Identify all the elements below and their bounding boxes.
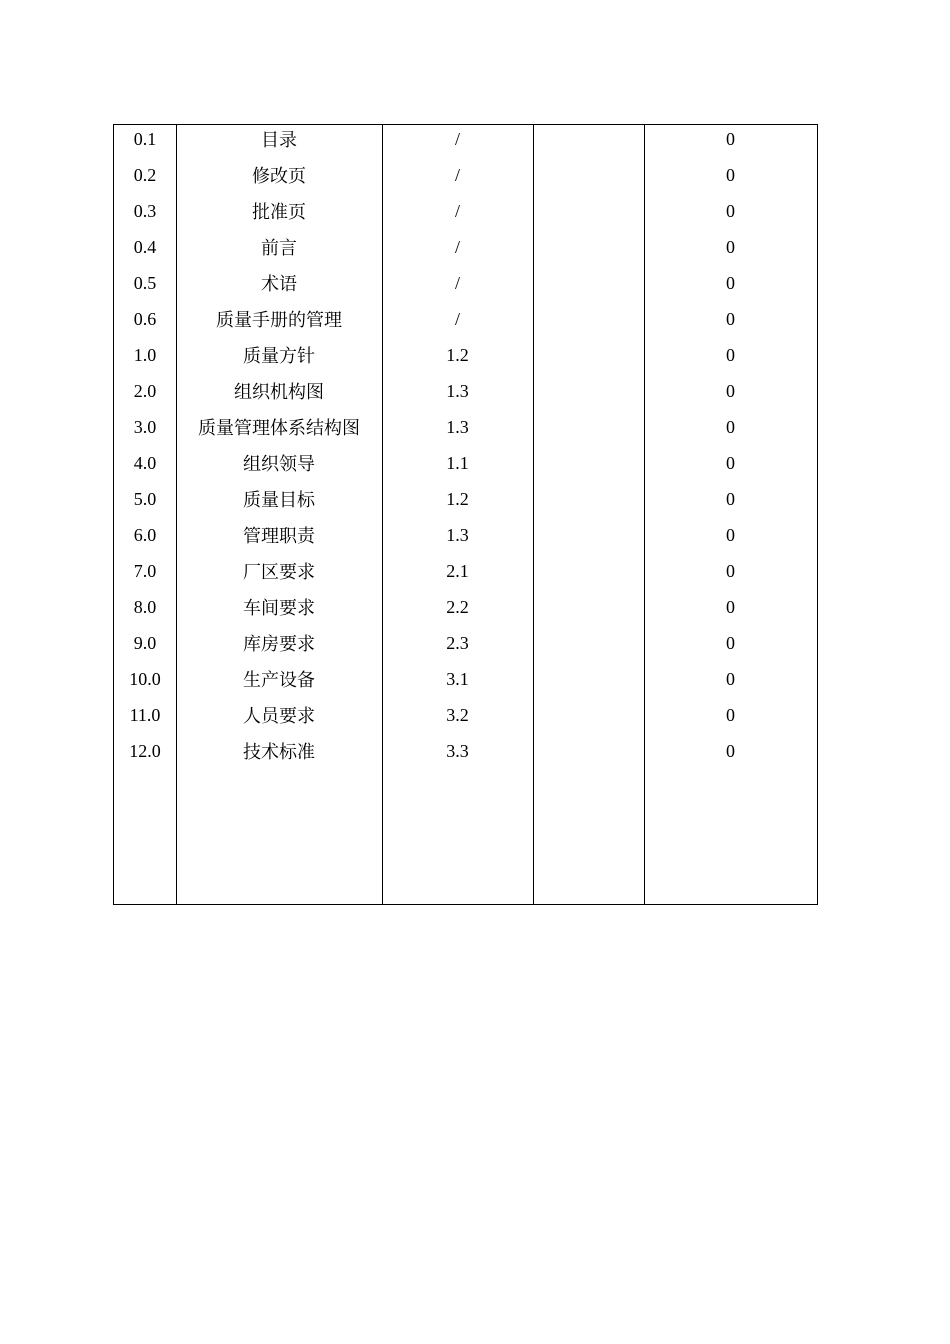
table-row xyxy=(114,697,817,733)
clause-reference: / xyxy=(454,164,460,185)
section-title: 质量方针 xyxy=(243,346,315,366)
section-number: 10.0 xyxy=(129,668,161,689)
revision-number: 0 xyxy=(726,704,735,725)
section-title: 目录 xyxy=(261,130,297,150)
section-title: 组织机构图 xyxy=(234,382,324,402)
section-title: 生产设备 xyxy=(243,670,315,690)
section-number: 12.0 xyxy=(129,740,161,761)
revision-number: 0 xyxy=(726,380,735,401)
section-number: 11.0 xyxy=(129,704,161,725)
revision-number: 0 xyxy=(726,236,735,257)
section-title: 库房要求 xyxy=(243,634,315,654)
table-row xyxy=(114,625,817,661)
document-index-table xyxy=(113,124,818,905)
section-number: 0.6 xyxy=(133,308,157,329)
revision-number: 0 xyxy=(726,200,735,221)
revision-number: 0 xyxy=(726,272,735,293)
clause-reference: 3.2 xyxy=(446,704,469,725)
table-row xyxy=(114,121,817,157)
table-row xyxy=(114,481,817,517)
revision-number: 0 xyxy=(726,668,735,689)
section-title: 人员要求 xyxy=(243,706,315,726)
table-row xyxy=(114,229,817,265)
section-number: 8.0 xyxy=(133,596,157,617)
table-row xyxy=(114,517,817,553)
revision-number: 0 xyxy=(726,344,735,365)
table-row xyxy=(114,337,817,373)
section-number: 0.5 xyxy=(133,272,157,293)
table-row xyxy=(114,373,817,409)
section-number: 3.0 xyxy=(133,416,157,437)
table-row xyxy=(114,409,817,445)
table-row xyxy=(114,661,817,697)
revision-number: 0 xyxy=(726,488,735,509)
clause-reference: 3.1 xyxy=(446,668,469,689)
section-title: 组织领导 xyxy=(243,454,315,474)
clause-reference: / xyxy=(454,236,460,257)
table-row xyxy=(114,193,817,229)
section-number: 5.0 xyxy=(133,488,157,509)
clause-reference: 1.2 xyxy=(446,488,469,509)
revision-number: 0 xyxy=(726,524,735,545)
section-title: 质量管理体系结构图 xyxy=(198,418,360,438)
section-title: 厂区要求 xyxy=(243,562,315,582)
section-title: 车间要求 xyxy=(243,598,315,618)
clause-reference: 1.3 xyxy=(446,380,469,401)
section-title: 质量手册的管理 xyxy=(216,310,342,330)
table-row xyxy=(114,553,817,589)
section-number: 9.0 xyxy=(133,632,157,653)
revision-number: 0 xyxy=(726,128,735,149)
clause-reference: 1.2 xyxy=(446,344,469,365)
section-number: 4.0 xyxy=(133,452,157,473)
section-title: 术语 xyxy=(261,274,297,294)
table-row xyxy=(114,265,817,301)
revision-number: 0 xyxy=(726,740,735,761)
section-number: 0.2 xyxy=(133,164,157,185)
clause-reference: 1.1 xyxy=(446,452,469,473)
clause-reference: / xyxy=(454,272,460,293)
table-rows xyxy=(114,125,817,769)
section-title: 质量目标 xyxy=(243,490,315,510)
section-number: 2.0 xyxy=(133,380,157,401)
section-number: 0.4 xyxy=(133,236,157,257)
section-title: 批准页 xyxy=(252,202,306,222)
section-number: 0.1 xyxy=(133,128,157,149)
clause-reference: / xyxy=(454,308,460,329)
section-title: 管理职责 xyxy=(243,526,315,546)
clause-reference: 1.3 xyxy=(446,416,469,437)
section-title: 修改页 xyxy=(252,166,306,186)
revision-number: 0 xyxy=(726,164,735,185)
revision-number: 0 xyxy=(726,596,735,617)
table-row xyxy=(114,301,817,337)
section-number: 7.0 xyxy=(133,560,157,581)
section-title: 前言 xyxy=(261,238,297,258)
section-number: 6.0 xyxy=(133,524,157,545)
revision-number: 0 xyxy=(726,308,735,329)
revision-number: 0 xyxy=(726,560,735,581)
revision-number: 0 xyxy=(726,452,735,473)
clause-reference: / xyxy=(454,128,460,149)
section-title: 技术标准 xyxy=(243,742,315,762)
clause-reference: / xyxy=(454,200,460,221)
revision-number: 0 xyxy=(726,416,735,437)
revision-number: 0 xyxy=(726,632,735,653)
clause-reference: 2.2 xyxy=(446,596,469,617)
table-row xyxy=(114,445,817,481)
table-row xyxy=(114,589,817,625)
table-row xyxy=(114,733,817,769)
table-row xyxy=(114,157,817,193)
clause-reference: 1.3 xyxy=(446,524,469,545)
clause-reference: 3.3 xyxy=(446,740,469,761)
clause-reference: 2.3 xyxy=(446,632,469,653)
section-number: 0.3 xyxy=(133,200,157,221)
section-number: 1.0 xyxy=(133,344,157,365)
clause-reference: 2.1 xyxy=(446,560,469,581)
